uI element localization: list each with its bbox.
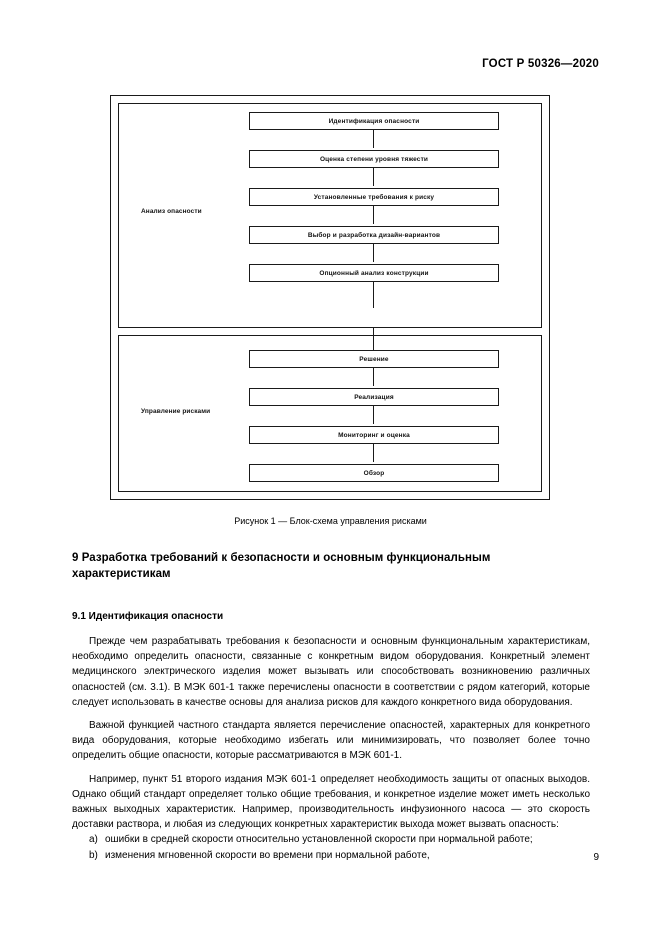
flowchart-node: Обзор bbox=[249, 464, 499, 482]
flow-connector bbox=[373, 406, 374, 424]
flow-connector bbox=[373, 168, 374, 186]
flowchart-node: Установленные требования к риску bbox=[249, 188, 499, 206]
list-item-marker: a) bbox=[89, 834, 98, 846]
flow-connector bbox=[373, 130, 374, 148]
flowchart-section-hazard-analysis bbox=[118, 103, 542, 328]
subsection-heading-9-1: 9.1 Идентификация опасности bbox=[72, 611, 224, 622]
flowchart-node: Реализация bbox=[249, 388, 499, 406]
flowchart-section-risk-management bbox=[118, 335, 542, 492]
list-item-marker: b) bbox=[89, 849, 98, 861]
flowchart-section-label-hazard-analysis: Анализ опасности bbox=[141, 208, 202, 215]
list-item bbox=[72, 848, 590, 863]
paragraph: Например, пункт 51 второго издания МЭК 601-1 определяет необходимость защиты от опасных выходов. Однако общий стандарт определяет только общие требования, и конкретное изделие может иметь несколько важных выходных характеристик. Например, производительность инфузионного насоса — это скорость доставки раствора, и любая из следующих конкретных характеристик выхода может вызвать опасность: bbox=[72, 773, 590, 831]
flow-connector bbox=[373, 282, 374, 308]
enumerated-list bbox=[72, 832, 590, 862]
flowchart-section-label-risk-management: Управление рисками bbox=[141, 408, 211, 415]
flowchart-node: Идентификация опасности bbox=[249, 112, 499, 130]
paragraph: Прежде чем разрабатывать требования к безопасности и основным функциональным характеристикам, необходимо определить опасности, связанные с конкретным видом оборудования. Конкретный элемент медицинского электрического изделия может вызывать или способствовать возникновению различных опасностей (см. 3.1). В МЭК 601-1 также перечислены опасности в соответствии с рядом категорий, которые следует использовать в качестве основы для анализа рисков для каждого конкретного вида оборудования. bbox=[72, 636, 590, 708]
flow-connector bbox=[373, 444, 374, 462]
paragraph: Важной функцией частного стандарта является перечисление опасностей, характерных для конкретного вида оборудования, которые необходимо избегать или минимизировать, что позволяет более точно определить общие опасности, которые рассматриваются в МЭК 601-1. bbox=[72, 720, 590, 762]
flowchart-node: Решение bbox=[249, 350, 499, 368]
document-body bbox=[72, 550, 590, 863]
flow-connector bbox=[373, 206, 374, 224]
flow-connector bbox=[373, 328, 374, 350]
flow-connector bbox=[373, 368, 374, 386]
list-item-text: ошибки в средней скорости относительно установленной скорости при нормальной работе; bbox=[105, 834, 533, 846]
list-item-text: изменения мгновенной скорости во времени при нормальной работе, bbox=[105, 849, 430, 861]
flowchart-node: Оценка степени уровня тяжести bbox=[249, 150, 499, 168]
document-header-standard-id: ГОСТ Р 50326—2020 bbox=[482, 58, 599, 70]
page-number: 9 bbox=[593, 852, 599, 863]
figure-caption: Рисунок 1 — Блок-схема управления рисками bbox=[234, 516, 427, 526]
flowchart-node: Опционный анализ конструкции bbox=[249, 264, 499, 282]
flowchart-node: Мониторинг и оценка bbox=[249, 426, 499, 444]
flowchart-node: Выбор и разработка дизайн-вариантов bbox=[249, 226, 499, 244]
flow-connector bbox=[373, 244, 374, 262]
list-item bbox=[72, 832, 590, 847]
figure-risk-management-flowchart bbox=[110, 95, 550, 500]
section-heading-9: 9 Разработка требований к безопасности и основным функциональным характеристикам bbox=[72, 552, 491, 580]
